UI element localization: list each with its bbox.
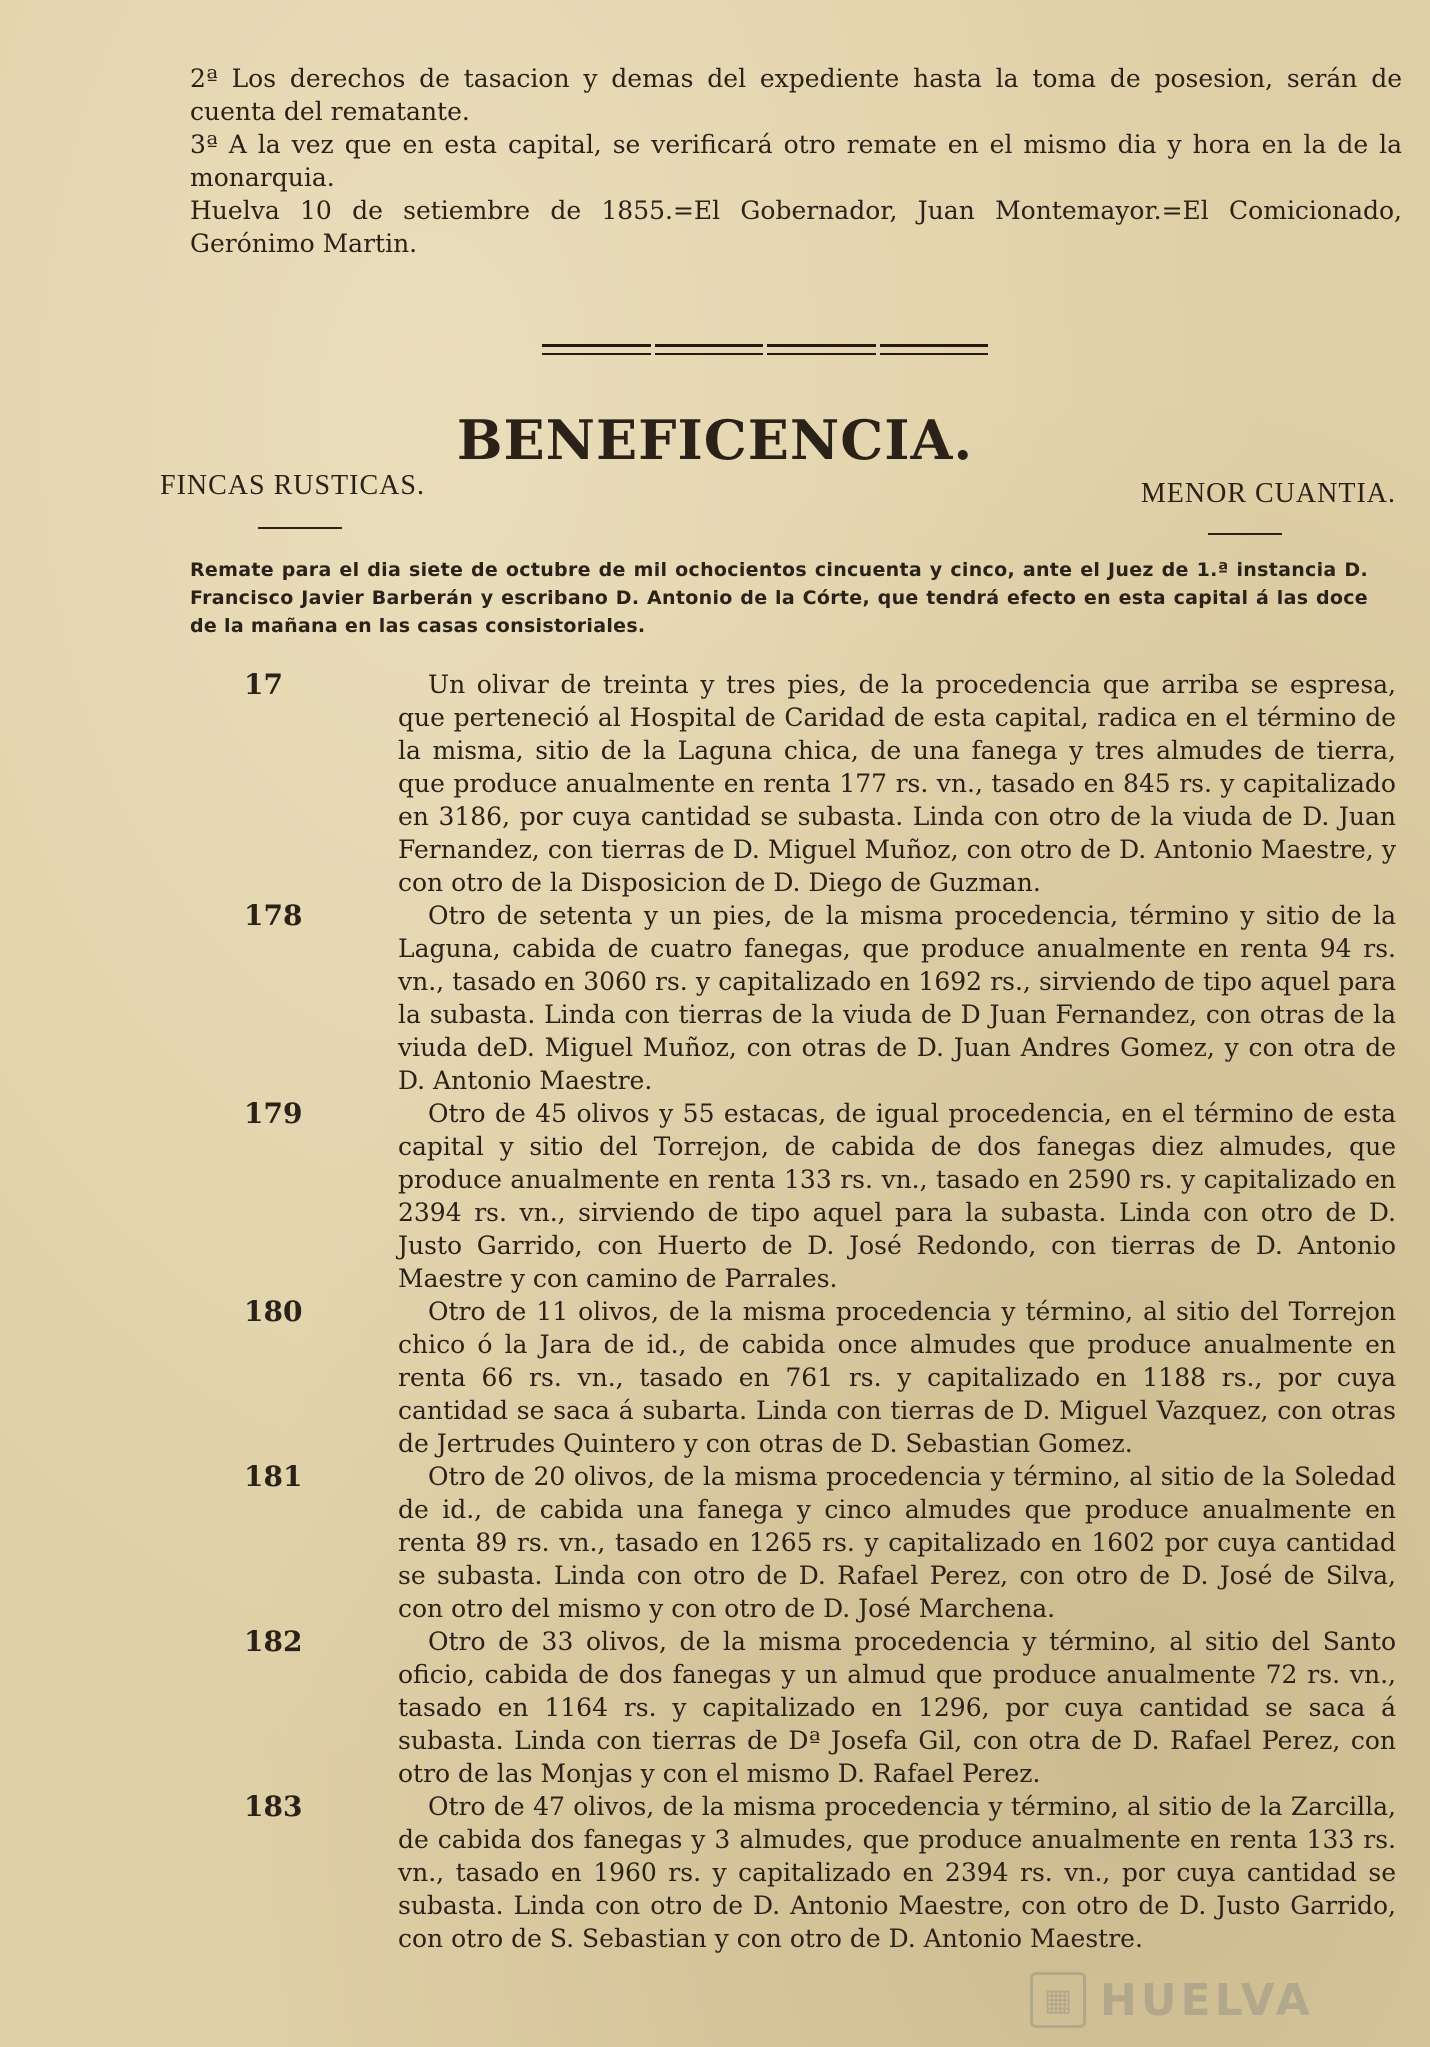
entry-text: Otro de setenta y un pies, de la misma procedencia, término y sitio de la Laguna, cabida de cuatro fanegas, que produce anualmente en renta 94 rs. vn., tasado en 3060 rs. y capitalizado en 1692 rs., sirviendo de tipo aquel para la subasta. Linda con tierras de la viuda de D Juan Fernandez, con otras de la viuda deD. Miguel Muñoz, con otras de D. Juan Andres Gomez, y con otra de D. Antonio Maestre. [398, 901, 1396, 1095]
left-label: FINCAS RUSTICAS. [160, 470, 425, 501]
right-dash [1208, 533, 1282, 535]
left-dash [258, 527, 342, 529]
section-divider [540, 344, 990, 354]
condition-2: 2ª Los derechos de tasacion y demas del expediente hasta la toma de posesion, serán de cuenta del rematante. [190, 64, 1402, 126]
list-item [0, 1295, 1430, 1460]
entry-number: 182 [244, 1625, 303, 1658]
entry-text: Otro de 45 olivos y 55 estacas, de igual procedencia, en el término de esta capital y sitio del Torrejon, de cabida de dos fanegas diez almudes, que produce anualmente en renta 133 rs. vn., tasado en 2590 rs. y capitalizado en 2394 rs. vn., sirviendo de tipo aquel para la subasta. Linda con otro de D. Justo Garrido, con Huerto de D. José Redondo, con tierras de D. Antonio Maestre y con camino de Parrales. [398, 1099, 1396, 1293]
list-item [0, 1790, 1430, 1955]
entry-number: 178 [244, 899, 303, 932]
list-item [0, 1460, 1430, 1625]
condition-3: 3ª A la vez que en esta capital, se verificará otro remate en el mismo dia y hora en la de la monarquia. [190, 130, 1402, 192]
list-item [0, 668, 1430, 899]
entry-text: Otro de 20 olivos, de la misma procedencia y término, al sitio de la Soledad de id., de cabida una fanega y cinco almudes que produce anualmente en renta 89 rs. vn., tasado en 1265 rs. y capitalizado en 1602 por cuya cantidad se subasta. Linda con otro de D. Rafael Perez, con otro de D. José de Silva, con otro del mismo y con otro de D. José Marchena. [398, 1462, 1396, 1623]
list-item [0, 899, 1430, 1097]
watermark-label: HUELVA [1100, 1974, 1314, 2026]
entry-text: Un olivar de treinta y tres pies, de la procedencia que arriba se espresa, que perteneció al Hospital de Caridad de esta capital, radica en el término de la misma, sitio de la Laguna chica, de una fanega y tres almudes de tierra, que produce anualmente en renta 177 rs. vn., tasado en 845 rs. y capitalizado en 3186, por cuya cantidad se subasta. Linda con otro de la viuda de D. Juan Fernandez, con tierras de D. Miguel Muñoz, con otro de D. Antonio Maestre, y con otro de la Disposicion de D. Diego de Guzman. [398, 670, 1396, 897]
list-item [0, 1625, 1430, 1790]
entry-text: Otro de 47 olivos, de la misma procedencia y término, al sitio de la Zarcilla, de cabida dos fanegas y 3 almudes, que produce anualmente en renta 133 rs. vn., tasado en 1960 rs. y capitalizado en 2394 rs. vn., por cuya cantidad se subasta. Linda con otro de D. Antonio Maestre, con otro de D. Justo Garrido, con otro de S. Sebastian y con otro de D. Antonio Maestre. [398, 1792, 1396, 1953]
entry-number: 181 [244, 1460, 303, 1493]
signature-line: Huelva 10 de setiembre de 1855.=El Gobernador, Juan Montemayor.=El Comicionado, Gerónimo Martin. [190, 196, 1402, 258]
auction-intro: Remate para el dia siete de octubre de mil ochocientos cincuenta y cinco, ante el Juez de 1.ª instancia D. Francisco Javier Barberán y escribano D. Antonio de la Córte, que tendrá efecto en esta capital á las doce de la mañana en las casas consistoriales. [190, 559, 1368, 637]
right-label: MENOR CUANTIA. [1140, 478, 1396, 509]
archive-watermark [1030, 1970, 1410, 2030]
section-title: BENEFICENCIA. [456, 408, 974, 472]
entry-number: 179 [244, 1097, 303, 1130]
entry-number: 183 [244, 1790, 303, 1823]
entry-text: Otro de 33 olivos, de la misma procedencia y término, al sitio del Santo oficio, cabida de dos fanegas y un almud que produce anualmente 72 rs. vn., tasado en 1164 rs. y capitalizado en 1296, por cuya cantidad se saca á subasta. Linda con tierras de Dª Josefa Gil, con otra de D. Rafael Perez, con otro de las Monjas y con el mismo D. Rafael Perez. [398, 1627, 1396, 1788]
entry-number: 17 [244, 668, 283, 701]
archive-icon: ▦ [1030, 1972, 1086, 2028]
entry-list [0, 668, 1430, 1955]
top-conditions [190, 62, 1402, 260]
entry-text: Otro de 11 olivos, de la misma procedencia y término, al sitio del Torrejon chico ó la Jara de id., de cabida once almudes que produce anualmente en renta 66 rs. vn., tasado en 761 rs. y capitalizado en 1188 rs., por cuya cantidad se saca á subarta. Linda con tierras de D. Miguel Vazquez, con otras de Jertrudes Quintero y con otras de D. Sebastian Gomez. [398, 1297, 1396, 1458]
list-item [0, 1097, 1430, 1295]
entry-number: 180 [244, 1295, 303, 1328]
